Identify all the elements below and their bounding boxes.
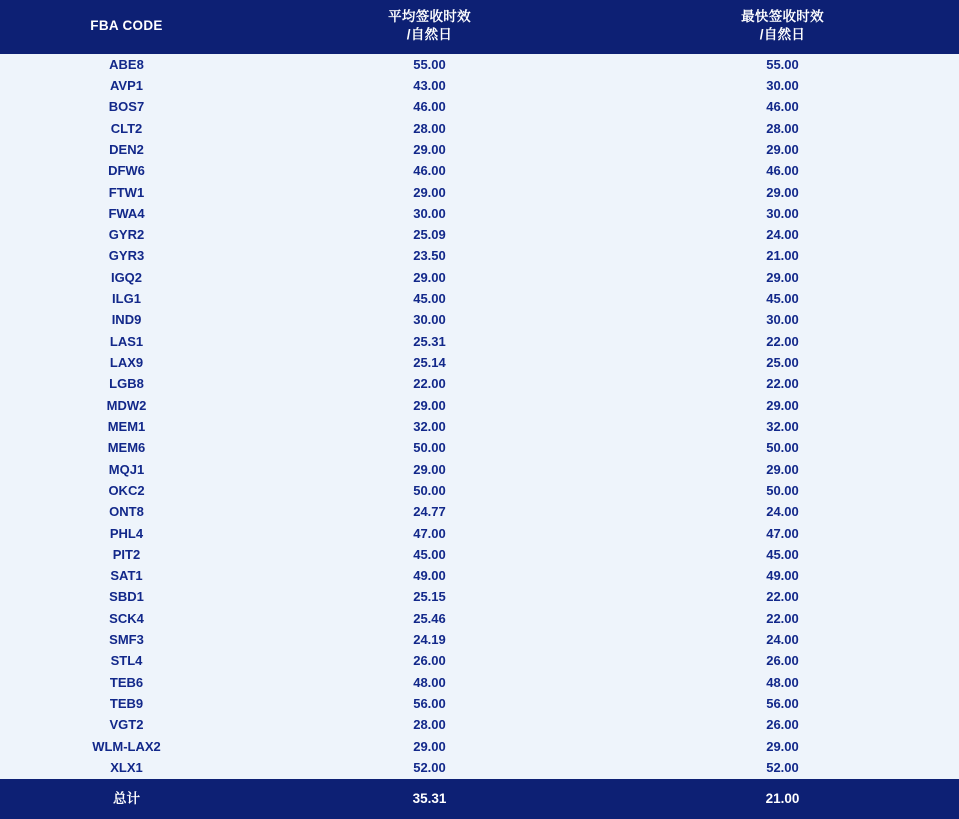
cell-fba-code: SBD1 (109, 589, 144, 605)
table-row (0, 310, 959, 331)
cell-average-delivery-time: 55.00 (413, 56, 446, 72)
cell-fba-code: MDW2 (106, 397, 147, 413)
cell-fba-code: GYR2 (108, 227, 145, 243)
cell-fastest-delivery-time: 47.00 (766, 525, 799, 541)
table-row (0, 651, 959, 672)
total-fastest-value: 21.00 (606, 779, 959, 819)
cell-fba-code: STL4 (110, 653, 143, 669)
cell-fastest-delivery-time: 55.00 (766, 56, 799, 72)
column-header-fastest-delivery-time (606, 0, 959, 54)
table-row (0, 673, 959, 694)
cell-fba-code: MEM6 (107, 440, 146, 456)
cell-average-delivery-time: 25.15 (413, 589, 446, 605)
column-header-average-delivery-time (253, 0, 606, 54)
cell-fastest-delivery-time: 29.00 (766, 397, 799, 413)
column-header-average-line2: /自然日 (406, 27, 453, 43)
cell-fba-code: TEB6 (109, 674, 144, 690)
table-row (0, 268, 959, 289)
cell-average-delivery-time: 50.00 (413, 482, 446, 498)
column-header-fastest-line1: 最快签收时效 (741, 9, 824, 24)
cell-fastest-delivery-time: 32.00 (766, 418, 799, 434)
cell-fba-code: WLM-LAX2 (92, 738, 161, 754)
cell-average-delivery-time: 25.46 (413, 610, 446, 626)
cell-average-delivery-time: 24.77 (413, 504, 446, 520)
table-row (0, 545, 959, 566)
total-label: 总计 (0, 779, 253, 819)
table-row (0, 395, 959, 416)
table-footer (0, 779, 959, 819)
cell-fba-code: GYR3 (108, 248, 145, 264)
cell-fba-code: LAX9 (109, 355, 144, 370)
cell-average-delivery-time: 46.00 (413, 99, 446, 115)
cell-average-delivery-time: 45.00 (413, 291, 446, 307)
cell-average-delivery-time: 24.19 (413, 632, 446, 648)
column-header-average-line1: 平均签收时效 (388, 9, 471, 24)
cell-fba-code: MQJ1 (108, 461, 145, 477)
table-row (0, 566, 959, 587)
cell-fastest-delivery-time: 50.00 (766, 440, 799, 456)
cell-fastest-delivery-time: 48.00 (766, 674, 799, 690)
table-row (0, 459, 959, 480)
table-row (0, 374, 959, 395)
table-row (0, 161, 959, 182)
cell-average-delivery-time: 50.00 (413, 440, 446, 456)
cell-fba-code: BOS7 (108, 99, 145, 115)
cell-fba-code: ILG1 (112, 291, 141, 307)
table-row (0, 118, 959, 139)
cell-fastest-delivery-time: 29.00 (766, 269, 799, 285)
cell-average-delivery-time: 29.00 (413, 738, 446, 754)
cell-fba-code: FTW1 (108, 184, 145, 200)
cell-fba-code: PIT2 (112, 546, 141, 562)
cell-fba-code: LAS1 (109, 333, 144, 349)
cell-average-delivery-time: 30.00 (413, 312, 446, 328)
cell-fba-code: IND9 (111, 312, 142, 328)
cell-average-delivery-time: 25.09 (413, 227, 446, 243)
table-row (0, 609, 959, 630)
cell-fastest-delivery-time: 30.00 (766, 312, 799, 328)
cell-fastest-delivery-time: 24.00 (766, 632, 799, 648)
cell-fba-code: LGB8 (109, 376, 144, 392)
table-row (0, 438, 959, 459)
table-row (0, 54, 959, 75)
cell-fastest-delivery-time: 52.00 (766, 759, 799, 775)
cell-fba-code: DFW6 (108, 163, 145, 179)
cell-fba-code: DEN2 (109, 141, 144, 157)
cell-fastest-delivery-time: 50.00 (766, 482, 799, 498)
table-row (0, 694, 959, 715)
table-row (0, 97, 959, 118)
table-row (0, 353, 959, 374)
column-header-fba-code-label: FBA CODE (90, 18, 163, 34)
table-row (0, 587, 959, 608)
cell-fastest-delivery-time: 22.00 (766, 333, 799, 349)
cell-average-delivery-time: 52.00 (413, 759, 446, 775)
cell-fastest-delivery-time: 29.00 (766, 184, 799, 200)
cell-fba-code: TEB9 (109, 696, 144, 711)
table-row (0, 630, 959, 651)
column-header-fastest-line2: /自然日 (759, 27, 806, 43)
cell-fastest-delivery-time: 26.00 (766, 717, 799, 733)
cell-average-delivery-time: 25.14 (413, 355, 446, 370)
cell-fastest-delivery-time: 45.00 (766, 291, 799, 307)
cell-fba-code: PHL4 (109, 525, 144, 541)
cell-average-delivery-time: 29.00 (413, 269, 446, 285)
cell-fba-code: MEM1 (107, 418, 146, 434)
cell-average-delivery-time: 32.00 (413, 418, 446, 434)
table-row (0, 76, 959, 97)
column-header-fba-code (0, 0, 253, 54)
cell-fba-code: SCK4 (109, 610, 144, 626)
cell-fba-code: SMF3 (109, 632, 144, 648)
table-header (0, 0, 959, 54)
table-row (0, 204, 959, 225)
cell-fba-code: ABE8 (109, 56, 144, 72)
table-body (0, 54, 959, 779)
cell-average-delivery-time: 49.00 (413, 568, 446, 584)
cell-fba-code: FWA4 (108, 205, 145, 221)
table-row (0, 225, 959, 246)
cell-average-delivery-time: 29.00 (413, 184, 446, 200)
table-header-row (0, 0, 959, 54)
cell-fastest-delivery-time: 28.00 (766, 120, 799, 136)
table-row (0, 715, 959, 736)
cell-fastest-delivery-time: 30.00 (766, 77, 799, 93)
cell-fastest-delivery-time: 56.00 (766, 696, 799, 711)
table-row (0, 481, 959, 502)
table-row (0, 523, 959, 544)
cell-average-delivery-time: 45.00 (413, 546, 446, 562)
cell-fastest-delivery-time: 24.00 (766, 504, 799, 520)
cell-fastest-delivery-time: 29.00 (766, 461, 799, 477)
cell-fastest-delivery-time: 45.00 (766, 546, 799, 562)
cell-fastest-delivery-time: 21.00 (766, 248, 799, 264)
cell-average-delivery-time: 29.00 (413, 461, 446, 477)
cell-average-delivery-time: 29.00 (413, 141, 446, 157)
table-row (0, 140, 959, 161)
table-row (0, 332, 959, 353)
total-average-value: 35.31 (253, 779, 606, 819)
table-row (0, 246, 959, 267)
cell-average-delivery-time: 25.31 (413, 333, 446, 349)
cell-fastest-delivery-time: 29.00 (766, 141, 799, 157)
cell-fastest-delivery-time: 26.00 (766, 653, 799, 669)
cell-fastest-delivery-time: 29.00 (766, 738, 799, 754)
cell-fba-code: AVP1 (110, 77, 143, 93)
table-row (0, 289, 959, 310)
cell-fastest-delivery-time: 30.00 (766, 205, 799, 221)
cell-fastest-delivery-time: 49.00 (766, 568, 799, 584)
cell-fba-code: XLX1 (110, 759, 143, 775)
cell-average-delivery-time: 28.00 (413, 120, 446, 136)
cell-average-delivery-time: 23.50 (413, 248, 446, 264)
cell-average-delivery-time: 43.00 (413, 77, 446, 93)
cell-average-delivery-time: 47.00 (413, 525, 446, 541)
cell-average-delivery-time: 26.00 (413, 653, 446, 669)
cell-fastest-delivery-time: 22.00 (766, 610, 799, 626)
table-total-row (0, 779, 959, 819)
table-row (0, 736, 959, 757)
cell-average-delivery-time: 22.00 (413, 376, 446, 392)
cell-fba-code: VGT2 (109, 717, 144, 733)
cell-fba-code: CLT2 (110, 120, 143, 136)
cell-fba-code: OKC2 (108, 482, 145, 498)
cell-fba-code: SAT1 (110, 568, 143, 584)
table-row (0, 758, 959, 779)
table-row (0, 182, 959, 203)
cell-fastest-delivery-time: 46.00 (766, 163, 799, 179)
cell-fastest-delivery-time: 24.00 (766, 227, 799, 243)
cell-fba-code: IGQ2 (110, 269, 143, 285)
cell-average-delivery-time: 56.00 (413, 696, 446, 711)
cell-average-delivery-time: 48.00 (413, 674, 446, 690)
cell-average-delivery-time: 29.00 (413, 397, 446, 413)
cell-fastest-delivery-time: 22.00 (766, 376, 799, 392)
cell-average-delivery-time: 28.00 (413, 717, 446, 733)
cell-fba-code: ONT8 (109, 504, 144, 520)
cell-fastest-delivery-time: 25.00 (766, 355, 799, 370)
cell-average-delivery-time: 46.00 (413, 163, 446, 179)
table-row (0, 417, 959, 438)
cell-average-delivery-time: 30.00 (413, 205, 446, 221)
table-row (0, 502, 959, 523)
cell-fastest-delivery-time: 46.00 (766, 99, 799, 115)
cell-fastest-delivery-time: 22.00 (766, 589, 799, 605)
